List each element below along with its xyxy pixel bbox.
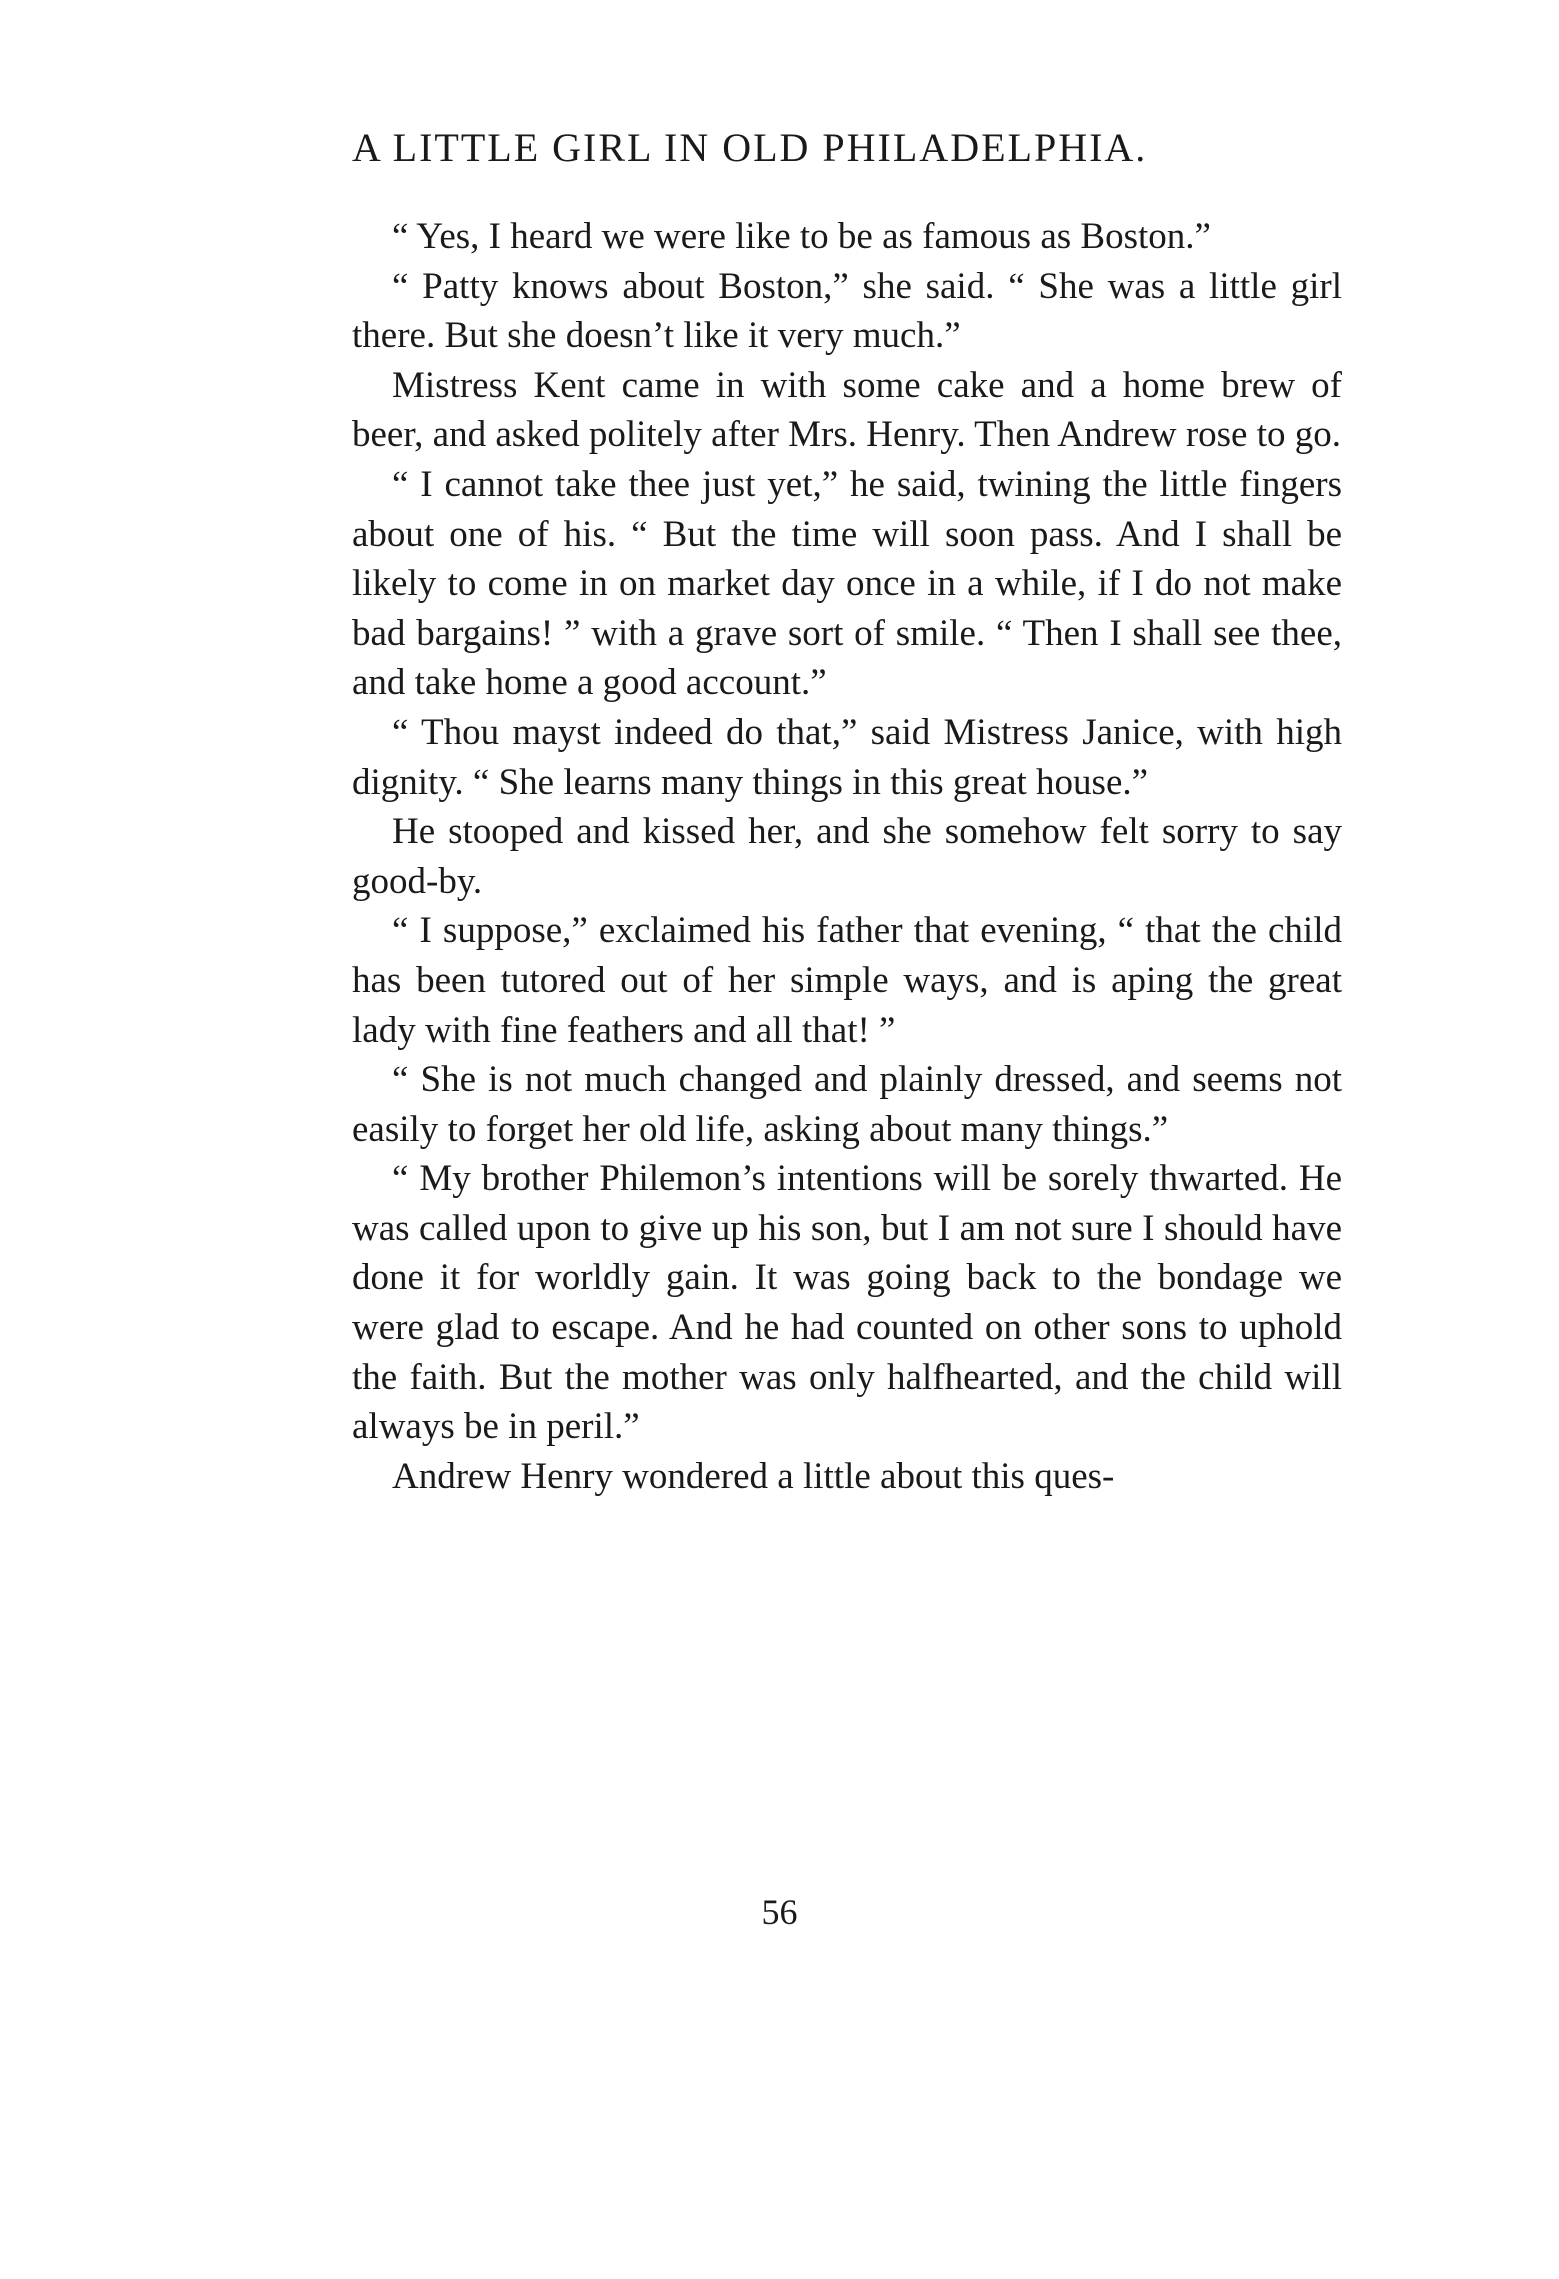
paragraph: “ Patty knows about Boston,” she said. “ She was a little girl there. But she doesn’t like it very much.” <box>352 265 1342 357</box>
body-text <box>352 212 1342 1501</box>
paragraph: “ I cannot take thee just yet,” he said, twining the little fingers about one of his. “ But the time will soon pass. And I shall be likely to come in on market day once in a while, if I do not make bad bargains! ” with a grave sort of smile. “ Then I shall see thee, and take home a good account.” <box>352 463 1342 704</box>
paragraph: “ Yes, I heard we were like to be as famous as Boston.” <box>392 216 1211 257</box>
paragraph: “ My brother Philemon’s intentions will be sorely thwarted. He was called upon to give up his son, but I am not sure I should have done it for worldly gain. It was going back to the bondage we were glad to escape. And he had counted on other sons to uphold the faith. But the mother was only halfhearted, and the child will always be in peril.” <box>352 1158 1342 1448</box>
paragraph: “ Thou mayst indeed do that,” said Mistress Janice, with high dignity. “ She learns many things in this great house.” <box>352 711 1342 803</box>
paragraph: He stooped and kissed her, and she somehow felt sorry to say good-by. <box>352 811 1342 902</box>
running-head: A LITTLE GIRL IN OLD PHILADELPHIA. <box>352 125 1148 170</box>
paragraph: “ She is not much changed and plainly dressed, and seems not easily to forget her old life, asking about many things.” <box>352 1059 1342 1150</box>
paragraph: Mistress Kent came in with some cake and a home brew of beer, and asked politely after Mrs. Henry. Then Andrew rose to go. <box>352 364 1342 456</box>
paragraph: “ I suppose,” exclaimed his father that evening, “ that the child has been tutored out of her simple ways, and is aping the great lady with fine feathers and all that! ” <box>352 910 1342 1051</box>
paragraph: Andrew Henry wondered a little about this ques- <box>392 1455 1115 1497</box>
page-number: 56 <box>761 1892 798 1932</box>
